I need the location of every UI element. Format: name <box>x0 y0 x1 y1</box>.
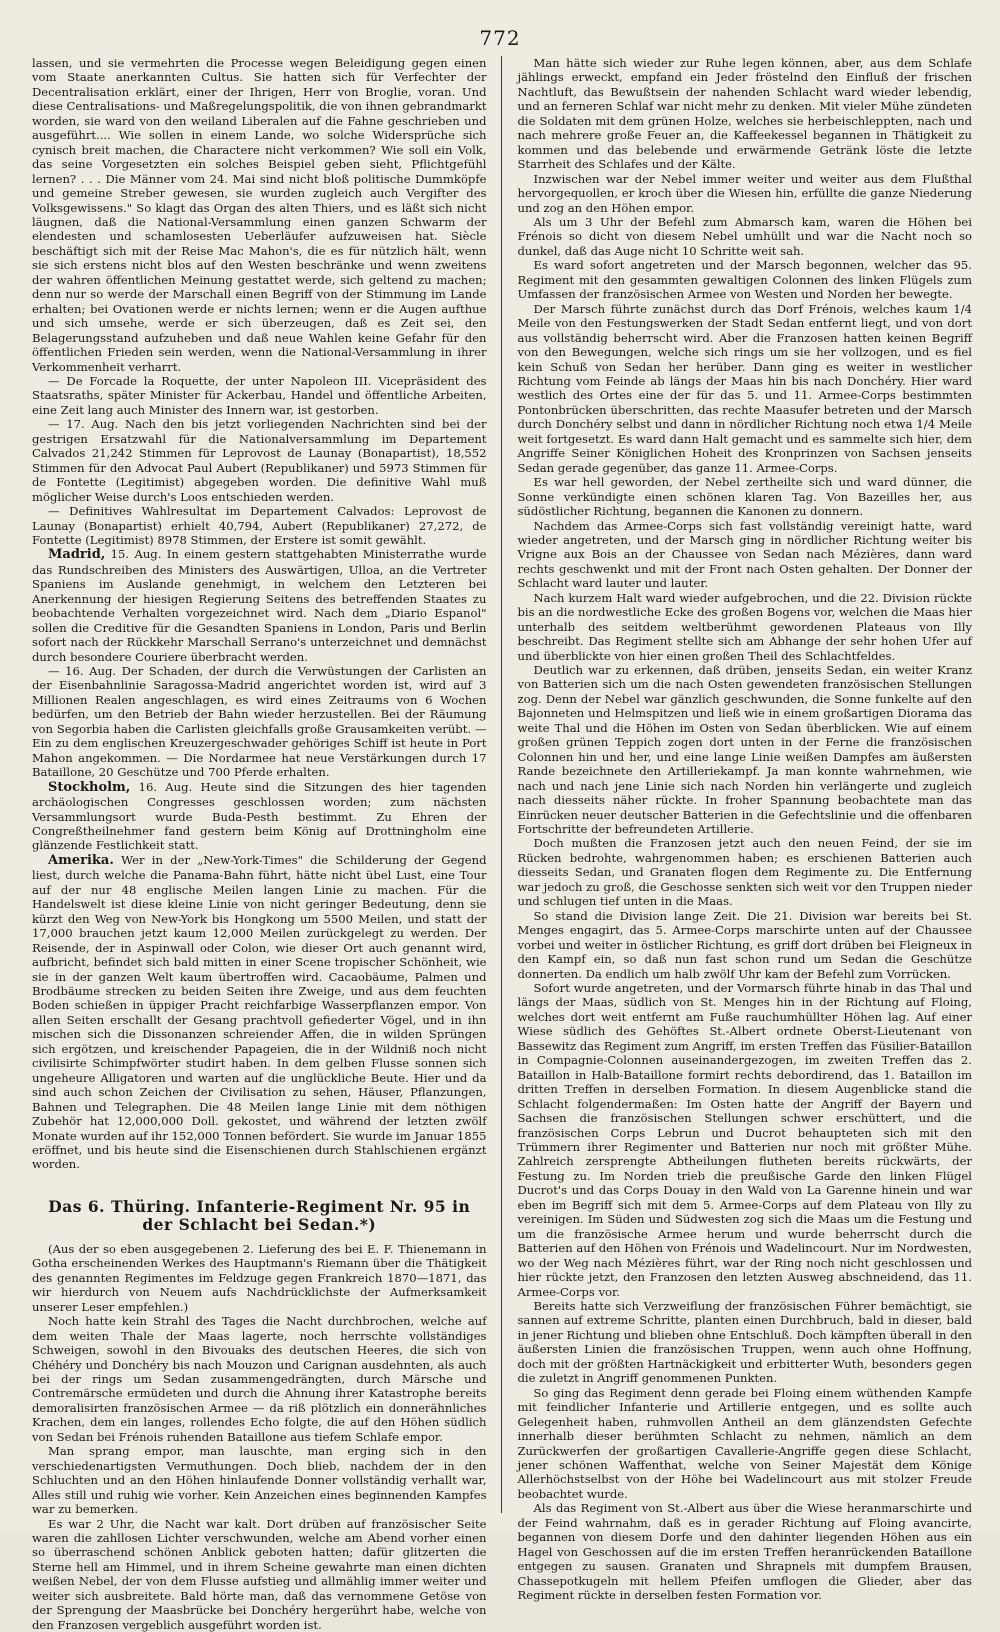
article-paragraph: Als um 3 Uhr der Befehl zum Abmarsch kam, waren die Höhen bei Frénois so dicht von diesem Nebel umhüllt und war die Nacht noch so dunkel, daß das Auge nicht 10 Schritte weit sah. <box>517 215 972 258</box>
news-paragraph: — De Forcade la Roquette, der unter Napoleon III. Vicepräsident des Staatsraths, später Minister für Ackerbau, Handel und öffentliche Arbeiten, eine Zeit lang auch Minister des Innern war, ist gestorben. <box>32 374 487 417</box>
text-columns <box>32 56 972 1513</box>
left-column <box>32 56 501 1513</box>
article-paragraph: Doch mußten die Franzosen jetzt auch den neuen Feind, der sie im Rücken bedrohte, wahrgenommen haben; es erschienen Batterien auch diesseits Sedan, und Granaten flogen dem Regimente zu. Die Entfernung war jedoch zu groß, die Geschosse senkten sich weit vor den Truppen nieder und schlugen tief unten in die Maas. <box>517 836 972 908</box>
article-paragraph: Es war 2 Uhr, die Nacht war kalt. Dort drüben auf französischer Seite waren die zahllosen Lichter verschwunden, welche am Abend vorher einen so überraschend schönen Anblick geboten hatten; dafür glitzerten die Sterne hell am Himmel, und in ihrem Scheine gewahrte man einen dichten weißen Nebel, der von dem Flusse aufstieg und allmählig immer weiter und weiter sich ausbreitete. Bald hörte man, daß das vernommene Getöse von der Sprengung der Maasbrücke bei Donchéry hergerührt habe, welche von den Franzosen vergeblich ausgeführt worden ist. <box>32 1517 487 1632</box>
article-paragraph: Man hätte sich wieder zur Ruhe legen können, aber, aus dem Schlafe jählings erweckt, empfand ein Jeder fröstelnd den Einfluß der frischen Nachtluft, das Bewußtsein der nahenden Schlacht ward wieder lebendig, und an ferneren Schlaf war nicht mehr zu denken. Mit vieler Mühe zündeten die Soldaten mit dem grünen Holze, welches sie herbeischleppten, nach und nach mehrere große Feuer an, die Kaffeekessel begannen in Thätigkeit zu kommen und das belebende und erwärmende Getränk löste die letzte Starrheit des Schlafes und der Kälte. <box>517 56 972 172</box>
page-number: 772 <box>0 26 1000 50</box>
article-title: Das 6. Thüring. Infanterie-Regiment Nr. 95 in der Schlacht bei Sedan.*) <box>32 1198 487 1234</box>
article-note: (Aus der so eben ausgegebenen 2. Lieferung des bei E. F. Thienemann in Gotha erscheinenden Werkes des Hauptmann's Riemann über die Thätigkeit des genannten Regimentes im Feldzuge gegen Frankreich 1870—1871, das wir hierdurch von Neuem aufs Nachdrücklichste der Aufmerksamkeit unserer Leser empfehlen.) <box>32 1242 487 1314</box>
article-paragraph: Deutlich war zu erkennen, daß drüben, jenseits Sedan, ein weiter Kranz von Batterien sich um die nach Osten gewendeten französischen Stellungen zog. Denn der Nebel war gänzlich geschwunden, die Sonne funkelte auf den Bajonneten und Helmspitzen und ließ wie in einem großartigen Diorama das weite Thal und die Höhen im Osten von Sedan überblicken. Wie auf einem großen grünen Teppich zogen dort unten in der Ferne die französischen Colonnen hin und her, und eine lange Linie weißen Dampfes am äußersten Rande bezeichnete den Artilleriekampf. Ja man konnte wahrnehmen, wie nach und nach jene Linie sich nach Norden hin verlängerte und zugleich nach diesseits näher rückte. In froher Spannung beobachtete man das Einrücken neuer deutscher Batterien in die Gefechtslinie und die offenbaren Fortschritte der befreundeten Artillerie. <box>517 663 972 836</box>
article-paragraph: Der Marsch führte zunächst durch das Dorf Frénois, welches kaum 1/4 Meile von den Festungswerken der Stadt Sedan entfernt liegt, und von dort aus vollständig beherrscht wird. Aber die Franzosen hatten keinen Begriff von den Bewegungen, welche sich rings um sie her vollzogen, und es fiel kein Schuß von Sedan her herüber. Dann ging es weiter in westlicher Richtung vom Feinde ab längs der Maas hin bis nach Donchéry. Hier ward westlich des Ortes eine der für das 5. und 11. Armee-Corps bestimmten Pontonbrücken überschritten, das rechte Maasufer betreten und der Marsch durch Donchéry selbst und dann in nördlicher Richtung noch etwa 1/4 Meile weit fortgesetzt. Es ward dann Halt gemacht und es sammelte sich hier, dem Angriffe Seiner Königlichen Hoheit des Kronprinzen von Sachsen jenseits Sedan gerade gegenüber, das ganze 11. Armee-Corps. <box>517 302 972 475</box>
article-paragraph: Als das Regiment von St.-Albert aus über die Wiese heranmarschirte und der Feind wahrnahm, daß es in gerader Richtung auf Floing avancirte, begannen von diesem Dorfe und den dahinter liegenden Höhen aus ein Hagel von Geschossen auf die im ersten Treffen heranrückenden Bataillone entgegen zu sausen. Granaten und Shrapnels mit dumpfem Brausen, Chassepotkugeln mit hellem Pfeifen umflogen die Glieder, aber das Regiment rückte in derselben festen Formation vor. <box>517 1501 972 1602</box>
amerika-text: Wer in der „New-York-Times" die Schilderung der Gegend liest, durch welche die Panama-Bahn führt, hätte nicht übel Lust, eine Tour auf der nur 48 englische Meilen langen Linie zu machen. Für die Handelswelt ist diese kleine Linie von nicht geringer Bedeutung, denn sie kürzt den Weg von New-York bis Hongkong um 5500 Meilen, und statt der 17,000 brauchen jetzt kaum 12,000 Meilen zurückgelegt zu werden. Der Reisende, der in Aspinwall oder Colon, wie dieser Ort auch genannt wird, aufbricht, befindet sich bald mitten in einer Scene tropischer Schönheit, wie sie in der ganzen Welt kaum übertroffen wird. Cacaobäume, Palmen und Brodbäume strecken zu beiden Seiten ihre Zweige, und aus dem feuchten Boden schießen in üppiger Pracht reichfarbige Wasserpflanzen empor. Von allen Seiten erschallt der Gesang prachtvoll gefiederter Vögel, und in ihn mischen sich die Dissonanzen schreiender Affen, die in wilden Sprüngen sich ergötzen, und kreischender Papageien, die in der Wildniß noch nicht civilisirte Schimpfwörter studirt haben. In dem gelben Flusse sonnen sich ungeheure Alligatoren und warten auf die unglückliche Beute. Hier und da sind auch schon Zeichen der Civilisation zu sehen, Häuser, Pflanzungen, Bahnen und Telegraphen. Die 48 Meilen lange Linie mit dem nöthigen Zubehör hat 12,000,000 Doll. gekostet, und während der letzten zwölf Monate wurden auf ihr 152,000 Tonnen befördert. Sie wurde im Januar 1855 eröffnet, und bis heute sind die Eisenschienen durch Stahlschienen ergänzt worden. <box>32 853 487 1172</box>
column-divider <box>501 56 502 1513</box>
article-paragraph: Es war hell geworden, der Nebel zertheilte sich und ward dünner, die Sonne verkündigte einen schönen klaren Tag. Von Bazeilles her, aus südöstlicher Richtung, begannen die Kanonen zu donnern. <box>517 475 972 518</box>
news-paragraph: — Definitives Wahlresultat im Departement Calvados: Leprovost de Launay (Bonapartist) erhielt 40,794, Aubert (Republikaner) 27,272, de Fontette (Legitimist) 8978 Stimmen, der Erstere ist somit gewählt. <box>32 504 487 547</box>
article-paragraph: Nachdem das Armee-Corps sich fast vollständig vereinigt hatte, ward wieder angetreten, und der Marsch ging in nördlicher Richtung weiter bis Vrigne aux Bois an der Chaussee von Sedan nach Mézières, dann ward rechts geschwenkt und mit der Front nach Osten gehalten. Der Donner der Schlacht ward lauter und lauter. <box>517 519 972 591</box>
madrid-dateline: Madrid, <box>48 547 105 562</box>
article-paragraph: Bereits hatte sich Verzweiflung der französischen Führer bemächtigt, sie sannen auf extreme Schritte, planten einen Durchbruch, bald in dieser, bald in jener Richtung und blieben ohne Entschluß. Doch kämpften überall in den äußersten Linien die französischen Truppen, wenn auch ohne Hoffnung, doch mit der größten Hartnäckigkeit und erbitterter Wuth, besonders gegen die zuletzt in Angriff genommenen Punkten. <box>517 1299 972 1386</box>
right-column <box>511 56 972 1513</box>
madrid-paragraph-2: — 16. Aug. Der Schaden, der durch die Verwüstungen der Carlisten an der Eisenbahnlinie Saragossa-Madrid angerichtet worden ist, wird auf 3 Millionen Realen angeschlagen, es wird eines Zeitraums von 6 Wochen bedürfen, um den Betrieb der Bahn wieder herzustellen. Bei der Räumung von Segorbia haben die Carlisten gleichfalls große Grausamkeiten verübt. — Ein zu dem englischen Kreuzergeschwader gehöriges Schiff ist heute in Port Mahon angekommen. — Die Nordarmee hat neue Verstärkungen durch 17 Bataillone, 20 Geschütze und 700 Pferde erhalten. <box>32 664 487 780</box>
article-paragraph: Inzwischen war der Nebel immer weiter und weiter aus dem Flußthal hervorgequollen, er kroch über die Wiesen hin, erfüllte die ganze Niederung und zog an den Höhen empor. <box>517 172 972 215</box>
article-paragraph: Nach kurzem Halt ward wieder aufgebrochen, und die 22. Division rückte bis an die nordwestliche Ecke des großen Bogens vor, welchen die Maas hier unterhalb des seitdem weltberühmt gewordenen Plateaus von Illy beschreibt. Das Regiment stellte sich am Abhange der sehr hohen Ufer auf und überblickte von hier einen großen Theil des Schlachtfeldes. <box>517 591 972 663</box>
article-paragraph: Sofort wurde angetreten, und der Vormarsch führte hinab in das Thal und längs der Maas, südlich von St. Menges hin in der Richtung auf Floing, welches dort weit entfernt am Fuße rauchumhüllter Höhen lag. Auf einer Wiese südlich des Gehöftes St.-Albert ordnete Oberst-Lieutenant von Bassewitz das Regiment zum Angriff, im ersten Treffen das Füsilier-Bataillon in Compagnie-Colonnen auseinandergezogen, im zweiten Treffen das 2. Bataillon in Halb-Bataillone formirt rechts debordirend, das 1. Bataillon im dritten Treffen in derselben Formation. In diesem Augenblicke stand die Schlacht folgendermaßen: Im Osten hatte der Angriff der Bayern und Sachsen die französischen Stellungen schwer erschüttert, und die französischen Corps Lebrun und Ducrot behaupteten sich mit den Trümmern ihrer Regimenter und Batterien nur noch mit größter Mühe. Zahlreich zersprengte Abtheilungen flutheten bereits rückwärts, der Festung zu. Im Norden trieb die preußische Garde den linken Flügel Ducrot's und das Corps Douay in den Wald von La Garenne hinein und war eben im Begriff sich mit dem 5. Armee-Corps auf dem Plateau von Illy zu vereinigen. Im Süden und Südwesten zog sich die Maas um die Festung und um die französische Armee herum und wurde beherrscht durch die Batterien auf den Höhen von Frénois und Wadelincourt. Nur im Nordwesten, wo der Weg nach Mézières führt, war der Ring noch nicht geschlossen und hier rückte jetzt, den Franzosen den letzten Ausweg abschneidend, das 11. Armee-Corps vor. <box>517 981 972 1299</box>
news-paragraph: — 17. Aug. Nach den bis jetzt vorliegenden Nachrichten sind bei der gestrigen Ersatzwahl für die Nationalversammlung im Departement Calvados 21,242 Stimmen für Leprovost de Launay (Bonapartist), 18,552 Stimmen für den Advocat Paul Aubert (Republikaner) und 5973 Stimmen für de Fontette (Legitimist) abgegeben worden. Die definitive Wahl muß möglicher Weise durch's Loos entschieden werden. <box>32 417 487 504</box>
amerika-dateline: Amerika. <box>48 853 114 868</box>
article-body-left <box>32 1314 487 1632</box>
article-body-right <box>517 56 972 1602</box>
article-paragraph: So stand die Division lange Zeit. Die 21. Division war bereits bei St. Menges engagirt, das 5. Armee-Corps marschirte unten auf der Chaussee vorbei und weiter in östlicher Richtung, es griff dort drüben bei Fleigneux in den Kampf ein, so daß nun fast schon rund um Sedan die Geschütze donnerten. Da endlich um halb zwölf Uhr kam der Befehl zum Vorrücken. <box>517 909 972 981</box>
stockholm-dateline: Stockholm, <box>48 780 130 795</box>
left-news-block <box>32 56 487 547</box>
news-paragraph: lassen, und sie vermehrten die Processe wegen Beleidigung gegen einen vom Staate anerkannten Cultus. Sie hatten sich für Verfechter der Decentralisation erklärt, einer der Ihrigen, Herr von Broglie, voran. Und diese Centralisations- und Maßregelungspolitik, die von ihnen gebrandmarkt worden, sie ward von den weiland Liberalen auf die Fahne geschrieben und ausgeführt.... Wie sollen in einem Lande, wo solche Widersprüche sich cynisch breit machen, die Charactere nicht verkommen? Wie soll ein Volk, das seine Vorgesetzten ein solches Beispiel geben sieht, Pflichtgefühl lernen? . . . Die Männer vom 24. Mai sind nicht bloß politische Dummköpfe und gemeine Streber gewesen, sie wurden zugleich auch Vergifter des Volksgewissens." So klagt das Organ des alten Thiers, und es läßt sich nicht läugnen, daß die National-Versammlung einen ganzen Schwarm der elendesten und schamlosesten Ueberläufer aufzuweisen hat. Siècle beschäftigt sich mit der Reise Mac Mahon's, die es für nützlich hält, wenn sie sich erstens nicht blos auf den Westen beschränke und wenn zweitens der wahren öffentlichen Meinung gestattet werde, sich geltend zu machen; denn nur so werde der Marschall einen Begriff von der Stimmung im Lande erhalten; bei Ovationen werde er nichts lernen; wenn er die Augen aufthue und sich umsehe, werde er sich überzeugen, daß es Zeit sei, den Belagerungsstand aufzuheben und daß neue Wahlen keine Gefahr für den öffentlichen Frieden sein werden, wenn die National-Versammlung in ihrer Verkommenheit verharrt. <box>32 56 487 374</box>
article-paragraph: Noch hatte kein Strahl des Tages die Nacht durchbrochen, welche auf dem weiten Thale der Maas lagerte, noch herrschte vollständiges Schweigen, sowohl in den Bivouaks des deutschen Heeres, die sich von Chéhéry und Donchéry bis nach Mouzon und Carignan ausdehnten, als auch bei der rings um Sedan zusammengedrängten, durch Märsche und Contremärsche ermüdeten und durch die Ahnung ihrer Katastrophe bereits demoralisirten französischen Armee — da riß plötzlich ein donnerähnliches Krachen, dem ein langes, rollendes Echo folgte, die auf den Höhen südlich von Sedan bei Frénois ruhenden Bataillone aus tiefem Schlafe empor. <box>32 1314 487 1444</box>
article-paragraph: So ging das Regiment denn gerade bei Floing einem wüthenden Kampfe mit feindlicher Infanterie und Artillerie entgegen, und es sollte auch Gelegenheit haben, ruhmvollen Antheil an dem glänzendsten Gefechte innerhalb dieser berühmten Schlacht zu nehmen, nämlich an dem Zurückwerfen der großartigen Cavallerie-Angriffe gegen diese Schlacht, jener schönen Waffenthat, welche von Seiner Majestät dem Könige Allerhöchstselbst von der Höhe bei Wadelincourt aus mit stolzer Freude beobachtet wurde. <box>517 1386 972 1502</box>
article-paragraph: Es ward sofort angetreten und der Marsch begonnen, welcher das 95. Regiment mit den gesammten gewaltigen Colonnen des linken Flügels zum Umfassen der französischen Armee von Westen und Norden her bewegte. <box>517 258 972 301</box>
amerika-paragraph <box>32 853 487 1172</box>
stockholm-text: 16. Aug. Heute sind die Sitzungen des hier tagenden archäologischen Congresses geschlossen worden; zum nächsten Versammlungsort wurde Buda-Pesth bestimmt. Zu Ehren der Congreßtheilnehmer fand gestern beim König auf Drottningholm eine glänzende Festlichkeit statt. <box>32 780 487 853</box>
article-paragraph: Man sprang empor, man lauschte, man erging sich in den verschiedenartigsten Vermuthungen. Doch blieb, nachdem der in den Schluchten und an den Höhen hinlaufende Donner vollständig verhallt war, Alles still und ruhig wie vorher. Kein Anzeichen eines beginnenden Kampfes war zu bemerken. <box>32 1444 487 1516</box>
stockholm-paragraph <box>32 780 487 853</box>
madrid-text: 15. Aug. In einem gestern stattgehabten Ministerrathe wurde das Rundschreiben des Ministers des Auswärtigen, Ulloa, an die Vertreter Spaniens im Auslande genehmigt, in welchem den Letzteren bei Anerkennung der hiesigen Regierung Seitens des betreffenden Staates zu beobachtende Verhalten vorgezeichnet wird. Nach dem „Diario Espanol" sollen die Creditive für die Gesandten Spaniens in London, Paris und Berlin sofort nach der Rückkehr Marschall Serrano's unterzeichnet und demnächst durch besondere Couriere überbracht werden. <box>32 547 487 663</box>
madrid-paragraph <box>32 547 487 664</box>
